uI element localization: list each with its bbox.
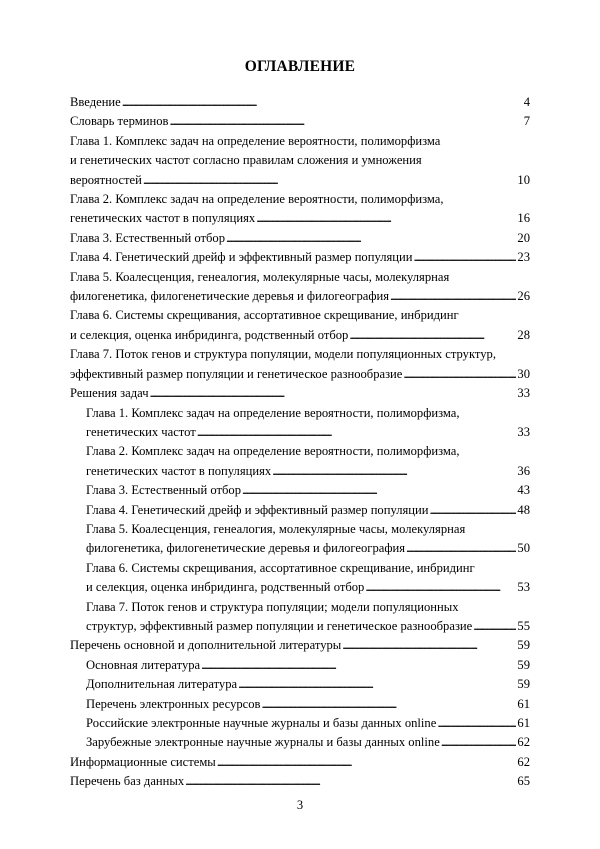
toc-entry-text: Глава 1. Комплекс задач на определение вероятности, полиморфизма, (86, 405, 460, 420)
toc-entry-text: Решения задач (70, 386, 149, 401)
dot-leader (217, 753, 517, 772)
toc-entry-text: Словарь терминов (70, 114, 169, 129)
toc-entry-text: Информационные системы (70, 754, 216, 769)
dot-leader (365, 578, 516, 597)
toc-entry-text: Глава 4. Генетический дрейф и эффективный размер популяции (86, 502, 429, 517)
toc-page-number: 59 (517, 657, 530, 672)
toc-entry-text: эффективный размер популяции и генетическое разнообразие (70, 366, 403, 381)
toc-page-number: 48 (517, 502, 530, 517)
dot-leader (262, 695, 517, 714)
toc-entry[interactable] (70, 112, 530, 131)
toc-entry[interactable] (70, 404, 530, 443)
toc-page-number: 33 (517, 424, 530, 439)
dot-leader (342, 636, 516, 655)
toc-entry-text: вероятностей (70, 172, 142, 187)
toc-entry-text: генетических частот в популяциях (70, 211, 256, 226)
toc-page-number: 16 (517, 211, 530, 226)
toc-entry[interactable] (70, 345, 530, 384)
toc-page-number: 7 (523, 114, 530, 129)
toc-entry[interactable] (70, 675, 530, 694)
toc-entry[interactable] (70, 248, 530, 267)
dot-leader (122, 93, 523, 112)
toc-entry-text: Зарубежные электронные научные журналы и базы данных online (86, 735, 440, 750)
page-title: ОГЛАВЛЕНИЕ (244, 58, 356, 75)
toc-entry[interactable] (70, 132, 530, 190)
toc-entry-text: Перечень баз данных (70, 774, 185, 789)
dot-leader (238, 675, 516, 694)
toc-entry[interactable] (70, 501, 530, 520)
toc-entry[interactable] (70, 559, 530, 598)
toc-page-number: 43 (517, 483, 530, 498)
table-of-contents (70, 93, 530, 792)
toc-page-number: 59 (517, 638, 530, 653)
toc-entry[interactable] (70, 733, 530, 752)
page-number: 3 (296, 798, 304, 812)
toc-entry-text: Глава 4. Генетический дрейф и эффективный размер популяции (70, 250, 413, 265)
toc-page-number: 23 (517, 250, 530, 265)
toc-entry[interactable] (70, 384, 530, 403)
toc-entry[interactable] (70, 753, 530, 772)
toc-entry-text: Глава 7. Поток генов и структура популяции, модели популяционных структур, (70, 347, 497, 362)
toc-entry-text: Введение (70, 95, 121, 109)
toc-page-number: 53 (517, 580, 530, 595)
dot-leader (390, 287, 516, 306)
dot-leader (441, 733, 517, 752)
toc-entry-text: Перечень электронных ресурсов (86, 696, 261, 711)
dot-leader (272, 462, 516, 481)
toc-entry-text: и генетических частот согласно правилам сложения и умножения (70, 153, 422, 168)
toc-entry-text: генетических частот (86, 424, 196, 439)
dot-leader (169, 112, 522, 131)
toc-entry-text: и селекция, оценка инбридинга, родственный отбор (70, 327, 349, 342)
toc-page-number: 28 (517, 327, 530, 342)
dot-leader (403, 365, 516, 384)
toc-entry[interactable] (70, 306, 530, 345)
toc-entry-text: Глава 3. Естественный отбор (70, 230, 226, 245)
toc-page-number: 62 (517, 735, 530, 750)
dot-leader (201, 656, 516, 675)
toc-page-number: 61 (517, 696, 530, 711)
toc-entry[interactable] (70, 714, 530, 733)
dot-leader (226, 229, 516, 248)
toc-page-number: 65 (517, 774, 530, 789)
dot-leader (414, 248, 517, 267)
toc-entry[interactable] (70, 695, 530, 714)
toc-entry-text: Глава 7. Поток генов и структура популяции; модели популяционных (86, 599, 459, 614)
toc-entry[interactable] (70, 598, 530, 637)
toc-entry-text: Глава 5. Коалесценция, генеалогия, молекулярные часы, молекулярная (70, 269, 450, 284)
toc-page-number: 26 (517, 289, 530, 304)
toc-page-number: 55 (517, 618, 530, 633)
dot-leader (197, 423, 517, 442)
dot-leader (349, 326, 516, 345)
dot-leader (185, 772, 516, 791)
dot-leader (437, 714, 516, 733)
toc-entry-text: структур, эффективный размер популяции и генетическое разнообразие (86, 618, 473, 633)
dot-leader (143, 171, 517, 190)
toc-page-number: 50 (517, 541, 530, 556)
dot-leader (242, 481, 516, 500)
toc-entry-text: генетических частот в популяциях (86, 463, 272, 478)
toc-entry-text: Дополнительная литература (86, 677, 238, 692)
toc-page-number: 20 (517, 230, 530, 245)
toc-entry-text: Российские электронные научные журналы и базы данных online (86, 716, 437, 730)
toc-entry-text: Глава 6. Системы скрещивания, ассортативное скрещивание, инбридинг (86, 560, 475, 575)
toc-entry-text: Глава 2. Комплекс задач на определение вероятности, полиморфизма, (70, 192, 444, 207)
toc-page-number: 61 (517, 716, 530, 730)
toc-entry-text: филогенетика, филогенетические деревья и филогеография (70, 289, 390, 304)
toc-entry[interactable] (70, 636, 530, 655)
toc-page-number: 10 (517, 172, 530, 187)
dot-leader (473, 617, 516, 636)
toc-entry-text: Глава 2. Комплекс задач на определение вероятности, полиморфизма, (86, 444, 460, 459)
dot-leader (430, 501, 517, 520)
toc-entry[interactable] (70, 520, 530, 559)
toc-entry[interactable] (70, 190, 530, 229)
toc-entry-text: Глава 5. Коалесценция, генеалогия, молекулярные часы, молекулярная (86, 521, 466, 536)
toc-entry[interactable] (70, 268, 530, 307)
toc-entry[interactable] (70, 481, 530, 500)
toc-entry[interactable] (70, 656, 530, 675)
toc-entry[interactable] (70, 442, 530, 481)
toc-page-number: 36 (517, 463, 530, 478)
toc-entry-text: филогенетика, филогенетические деревья и филогеография (86, 541, 406, 556)
toc-entry-text: Глава 1. Комплекс задач на определение вероятности, полиморфизма (70, 133, 441, 148)
toc-entry-text: Глава 3. Естественный отбор (86, 483, 242, 498)
toc-page-number: 59 (517, 677, 530, 692)
dot-leader (406, 539, 516, 558)
toc-page-number: 33 (517, 386, 530, 401)
toc-entry-text: Основная литература (86, 657, 201, 672)
toc-entry[interactable] (70, 229, 530, 248)
toc-page-number: 4 (523, 95, 530, 109)
toc-page-number: 62 (517, 754, 530, 769)
toc-page-number: 30 (517, 366, 530, 381)
toc-entry-text: Перечень основной и дополнительной литературы (70, 638, 342, 653)
toc-entry[interactable] (70, 93, 530, 112)
toc-entry-text: и селекция, оценка инбридинга, родственный отбор (86, 580, 365, 595)
toc-entry[interactable] (70, 772, 530, 791)
dot-leader (256, 209, 516, 228)
dot-leader (150, 384, 517, 403)
toc-entry-text: Глава 6. Системы скрещивания, ассортативное скрещивание, инбридинг (70, 308, 459, 323)
